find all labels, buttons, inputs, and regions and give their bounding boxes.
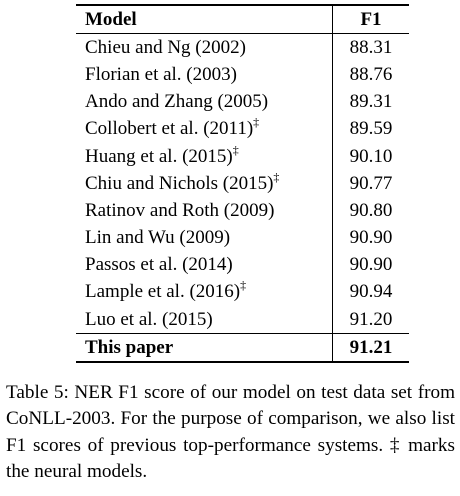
f1-cell: 90.10: [349, 145, 393, 167]
table-row: [76, 61, 409, 88]
table-row: [76, 252, 409, 279]
model-cell: [76, 116, 333, 143]
table-row: [76, 197, 409, 224]
table-row: [76, 170, 409, 197]
model-name: Ratinov and Roth (2009): [85, 199, 275, 221]
f1-cell: 88.31: [349, 36, 393, 58]
model-cell: [76, 225, 333, 252]
model-name: Lin and Wu (2009): [85, 227, 231, 249]
neural-marker: ‡: [273, 169, 280, 184]
this-paper-model-cell: This paper: [76, 334, 333, 363]
neural-marker: ‡: [240, 278, 247, 293]
model-cell: [76, 252, 333, 279]
f1-cell: 88.76: [349, 63, 393, 85]
f1-cell: 89.31: [349, 91, 393, 113]
table-row: [76, 279, 409, 306]
model-cell: [76, 170, 333, 197]
table-row: [76, 34, 409, 62]
model-cell: [76, 279, 333, 306]
table-row: [76, 89, 409, 116]
table-caption: [6, 380, 455, 486]
model-cell: [76, 143, 333, 170]
table-row: [76, 306, 409, 334]
table-header-row: [76, 5, 409, 34]
f1-cell: 90.90: [349, 254, 393, 276]
model-cell: [76, 306, 333, 334]
model-name: Ando and Zhang (2005): [85, 91, 269, 113]
model-cell: [76, 34, 333, 62]
model-name: Collobert et al. (2011): [85, 118, 254, 140]
model-name: Passos et al. (2014): [85, 254, 233, 276]
this-paper-row: [76, 334, 409, 363]
f1-column-header: F1: [333, 5, 410, 34]
f1-cell: 90.80: [349, 199, 393, 221]
f1-cell: 91.20: [349, 308, 393, 330]
model-name: Chiu and Nichols (2015): [85, 172, 274, 194]
table-row: [76, 225, 409, 252]
results-table: [76, 4, 409, 363]
model-cell: [76, 61, 333, 88]
model-name: Lample et al. (2016): [85, 281, 241, 303]
this-paper-f1-cell: 91.21: [333, 334, 410, 363]
neural-marker: ‡: [232, 142, 239, 157]
model-name: Chieu and Ng (2002): [85, 36, 246, 58]
f1-cell: 90.94: [349, 281, 393, 303]
model-name: Huang et al. (2015): [85, 145, 233, 167]
f1-cell: 90.90: [349, 227, 393, 249]
caption-text: Table 5: NER F1 score of our model on test data set from CoNLL-2003. For the purpose of comparison, we also list F1 scores of previous top-performance systems. ‡ marks the neural models.: [6, 382, 455, 483]
f1-cell: 89.59: [349, 118, 393, 140]
model-name: Florian et al. (2003): [85, 63, 237, 85]
table-row: [76, 143, 409, 170]
f1-cell: 90.77: [349, 172, 393, 194]
model-cell: [76, 197, 333, 224]
neural-marker: ‡: [253, 115, 260, 130]
model-column-header: Model: [76, 5, 333, 34]
table-row: [76, 116, 409, 143]
model-cell: [76, 89, 333, 116]
model-name: Luo et al. (2015): [85, 308, 213, 330]
